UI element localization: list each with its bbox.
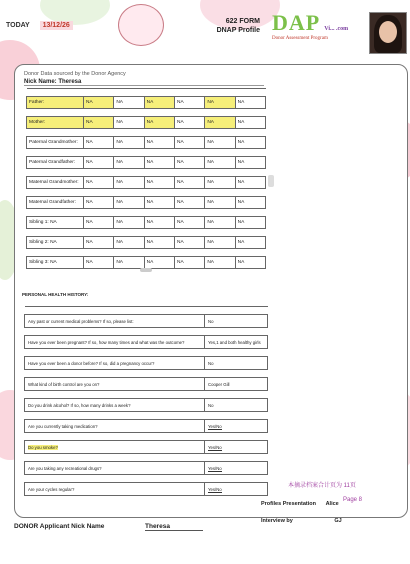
table-cell: NA xyxy=(205,217,235,229)
table-row xyxy=(27,237,266,249)
table-row xyxy=(25,315,268,328)
answer-cell: No xyxy=(205,357,268,370)
table-cell: NA xyxy=(144,217,174,229)
table-row xyxy=(25,483,268,496)
question-cell: Are you taking any recreational drugs? xyxy=(25,462,205,475)
table-row xyxy=(25,378,268,391)
answer-cell: Yes/No xyxy=(205,420,268,433)
form-title-line2: DNAP Profile xyxy=(216,27,260,34)
table-row xyxy=(25,462,268,475)
table-cell: NA xyxy=(84,217,114,229)
table-cell: NA xyxy=(174,157,204,169)
table-cell: NA xyxy=(144,237,174,249)
table-cell: NA xyxy=(205,117,235,129)
donor-data-label: Donor Data sourced by the Donor Agency xyxy=(24,71,126,77)
table-cell: NA xyxy=(114,197,144,209)
table-cell: NA xyxy=(144,177,174,189)
table-cell: NA xyxy=(174,197,204,209)
question-cell: Have you ever been pregnant? If so, how many times and what was the outcome? xyxy=(25,336,205,349)
question-cell: What kind of birth control are you on? xyxy=(25,378,205,391)
row-label: Paternal Grandfather: xyxy=(27,157,84,169)
table-cell: NA xyxy=(235,197,265,209)
table-row xyxy=(27,197,266,209)
table-cell: NA xyxy=(205,97,235,109)
table-cell: NA xyxy=(144,197,174,209)
table-cell: NA xyxy=(235,237,265,249)
question-cell: Do you smoke? xyxy=(25,441,205,454)
table-row xyxy=(27,157,266,169)
question-cell: Have you ever been a donor before? If so, did a pregnancy occur? xyxy=(25,357,205,370)
table-cell: NA xyxy=(235,97,265,109)
table-cell: NA xyxy=(174,137,204,149)
table-row xyxy=(27,117,266,129)
row-label: Paternal Grandmother: xyxy=(27,137,84,149)
health-section-title: PERSONAL HEALTH HISTORY: xyxy=(22,292,89,297)
table-cell: NA xyxy=(205,177,235,189)
today-text: TODAY xyxy=(6,22,30,29)
table-cell: NA xyxy=(114,97,144,109)
answer-cell: No xyxy=(205,399,268,412)
table-row xyxy=(27,177,266,189)
row-label: Sibling 2: NA xyxy=(27,237,84,249)
answer-cell: Yes/No xyxy=(205,462,268,475)
table-cell: NA xyxy=(84,137,114,149)
table-cell: NA xyxy=(235,137,265,149)
row-label: Maternal Grandmother: xyxy=(27,177,84,189)
page-number: Page 8 xyxy=(343,497,363,503)
table-cell: NA xyxy=(174,177,204,189)
row-label: Sibling 1: NA xyxy=(27,217,84,229)
table-cell: NA xyxy=(84,97,114,109)
profiles-presentation xyxy=(261,501,339,507)
question-cell: Do you drink alcohol? If so, how many drinks a week? xyxy=(25,399,205,412)
table-cell: NA xyxy=(84,257,114,269)
table-cell: NA xyxy=(235,257,265,269)
avatar xyxy=(369,12,407,54)
answer-cell: Yes,1 and both healthy girls xyxy=(205,336,268,349)
row-label: Father: xyxy=(27,97,84,109)
table-cell: NA xyxy=(174,117,204,129)
row-label: Maternal Grandfather: xyxy=(27,197,84,209)
table-cell: NA xyxy=(114,137,144,149)
table-row xyxy=(27,217,266,229)
table-cell: NA xyxy=(205,197,235,209)
today-date: 13/12/26 xyxy=(40,21,73,30)
table-cell: NA xyxy=(174,237,204,249)
question-cell: Are your cycles regular? xyxy=(25,483,205,496)
scroll-handle[interactable] xyxy=(140,268,152,272)
health-history-table xyxy=(24,306,268,496)
table-cell: NA xyxy=(114,217,144,229)
interview-value: GJ xyxy=(334,518,342,524)
table-cell: NA xyxy=(205,237,235,249)
dap-logo xyxy=(272,10,348,41)
table-cell: NA xyxy=(114,257,144,269)
answer-cell: No xyxy=(205,315,268,328)
question-cell: Any past or current medical problems? If so, please list: xyxy=(25,315,205,328)
form-title xyxy=(217,17,260,35)
table-row xyxy=(25,441,268,454)
table-cell: NA xyxy=(114,237,144,249)
table-cell: NA xyxy=(84,237,114,249)
table-cell: NA xyxy=(114,117,144,129)
table-row xyxy=(25,357,268,370)
table-cell: NA xyxy=(235,177,265,189)
profiles-label: Profiles Presentation xyxy=(261,501,317,507)
interview-by xyxy=(261,518,342,524)
table-row xyxy=(25,336,268,349)
table-cell: NA xyxy=(235,157,265,169)
today-label xyxy=(6,22,73,29)
table-cell: NA xyxy=(205,157,235,169)
table-cell: NA xyxy=(174,97,204,109)
seal-stamp xyxy=(118,4,164,46)
table-row xyxy=(25,420,268,433)
table-cell: NA xyxy=(114,177,144,189)
row-label: Sibling 3: NA xyxy=(27,257,84,269)
table-cell: NA xyxy=(235,117,265,129)
donor-nickname-label: DONOR Applicant Nick Name xyxy=(14,523,105,530)
logo-sub: Vi... .com xyxy=(324,26,349,32)
table-cell: NA xyxy=(84,117,114,129)
table-row xyxy=(25,399,268,412)
form-title-line1: 622 FORM xyxy=(225,18,260,25)
table-cell: NA xyxy=(84,177,114,189)
table-cell: NA xyxy=(205,137,235,149)
logo-main: DAP xyxy=(272,10,321,35)
answer-cell: Cooper Gill xyxy=(205,378,268,391)
page-header xyxy=(0,0,410,60)
table-cell: NA xyxy=(84,157,114,169)
table-cell: NA xyxy=(205,257,235,269)
table-row xyxy=(27,137,266,149)
table-cell: NA xyxy=(144,257,174,269)
donor-nickname-value: Theresa xyxy=(145,523,203,531)
family-history-table xyxy=(26,88,266,269)
table-cell: NA xyxy=(144,97,174,109)
scroll-handle[interactable] xyxy=(268,175,274,187)
profiles-value: Alice xyxy=(325,501,339,507)
answer-cell: Yes/No xyxy=(205,483,268,496)
table-cell: NA xyxy=(84,197,114,209)
row-label: Mother: xyxy=(27,117,84,129)
table-cell: NA xyxy=(174,217,204,229)
table-cell: NA xyxy=(114,157,144,169)
table-cell: NA xyxy=(144,137,174,149)
page-count-stamp: 本摘录档案合计页为 11页 xyxy=(288,483,356,489)
answer-cell: Yes/No xyxy=(205,441,268,454)
interview-label: Interview by xyxy=(261,518,293,524)
logo-tagline: Donor Assessment Program xyxy=(272,36,328,41)
table-row xyxy=(27,97,266,109)
table-cell: NA xyxy=(144,117,174,129)
nick-name-label: Nick Name: Theresa xyxy=(24,79,264,86)
table-row xyxy=(27,257,266,269)
question-cell: Are you currently taking medication? xyxy=(25,420,205,433)
table-cell: NA xyxy=(235,217,265,229)
table-cell: NA xyxy=(144,157,174,169)
table-cell: NA xyxy=(174,257,204,269)
